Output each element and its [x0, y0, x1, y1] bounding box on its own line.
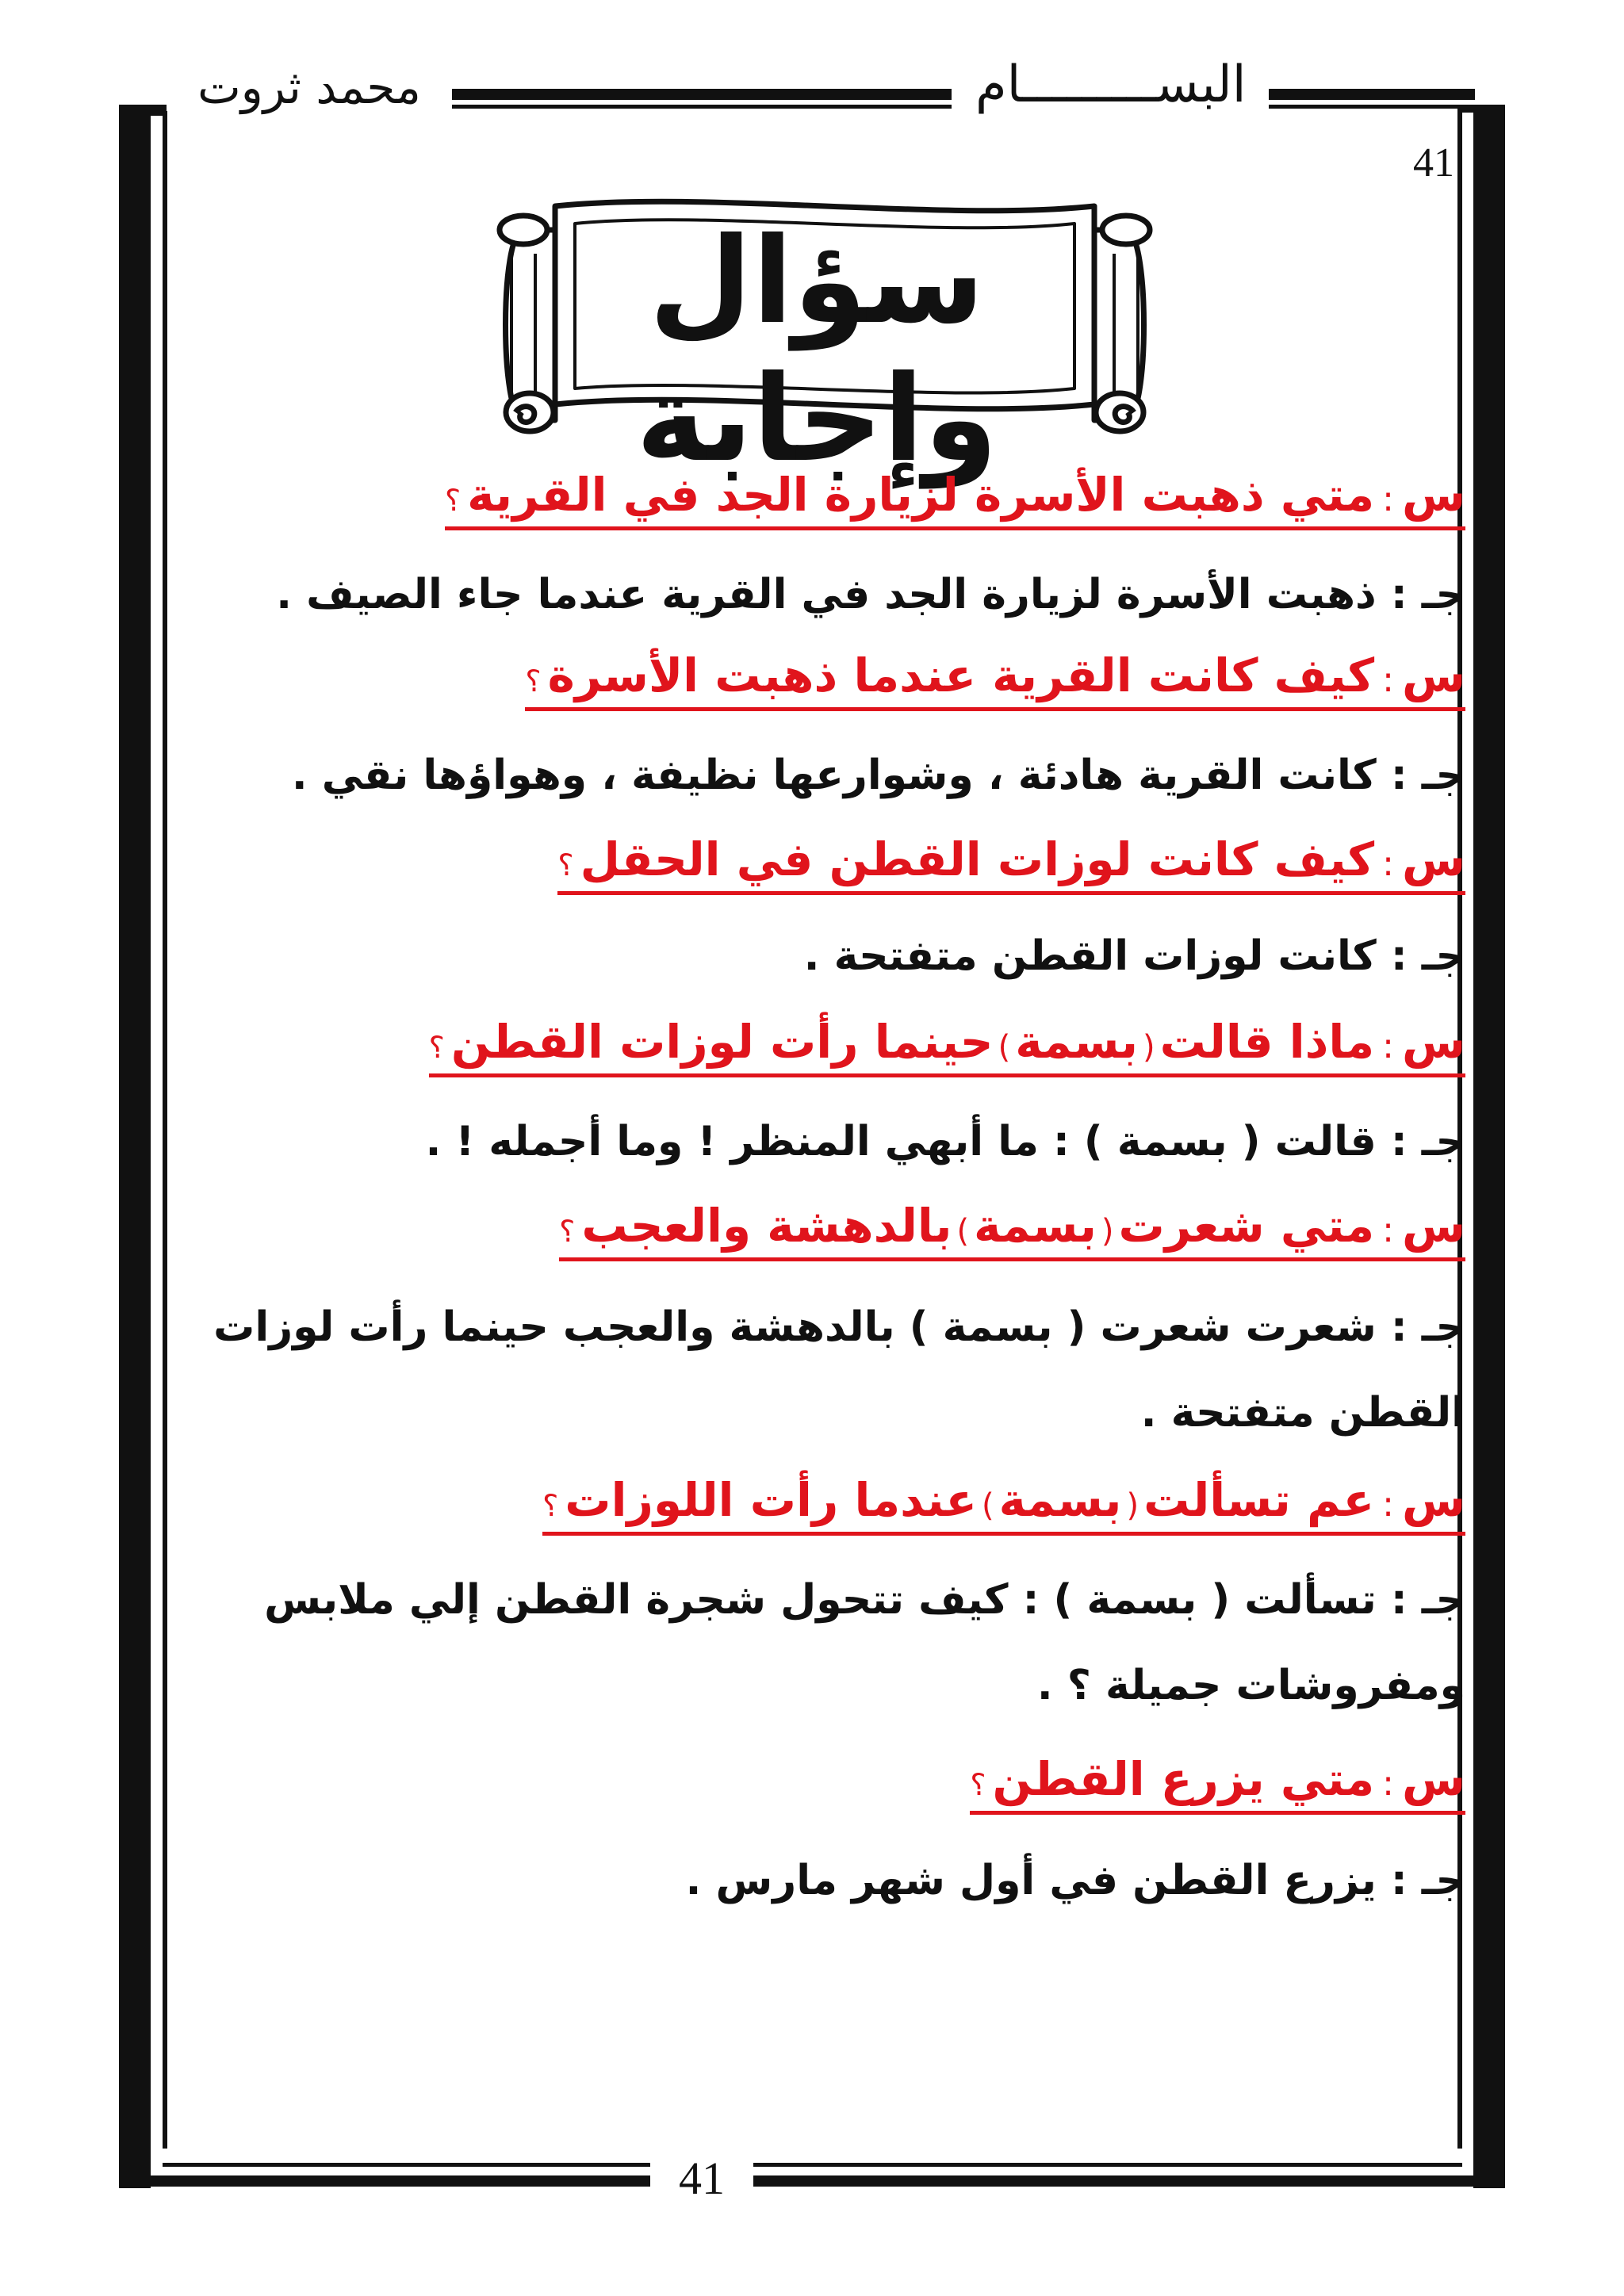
question-4 [429, 1015, 1465, 1077]
answer-1: جـ : ذهبت الأسرة لزيارة الجد في القرية عندما جاء الصيف . [276, 571, 1465, 618]
question-text: س:كيف كانت لوزات القطن في الحقل؟ [557, 832, 1465, 895]
page-number-top: 41 [1413, 140, 1454, 186]
header-bar-center [452, 89, 952, 100]
header-bar-right-thin [1269, 105, 1475, 109]
question-text: س:متي يزرع القطن؟ [970, 1752, 1465, 1815]
question-text: س:كيف كانت القرية عندما ذهبت الأسرة؟ [525, 649, 1465, 711]
footer-bar-left [151, 2175, 650, 2187]
question-text: س:ماذا قالت(بسمة)حينما رأت لوزات القطن؟ [429, 1015, 1465, 1077]
frame-right-thick [1473, 111, 1505, 2188]
question-1 [445, 468, 1465, 530]
header-bar-right [1269, 89, 1475, 100]
question-text: س:عم تسألت(بسمة)عندما رأت اللوزات؟ [542, 1473, 1465, 1536]
page-number-bottom: 41 [679, 2152, 725, 2204]
footer-bar-left-thin [163, 2163, 650, 2167]
answer-4: جـ : قالت ( بسمة ) : ما أبهي المنظر ! وما أجمله ! . [425, 1118, 1465, 1165]
footer-bar-right-thin [753, 2163, 1462, 2167]
frame-right-cap [1457, 105, 1505, 113]
author-name: محمد ثروت [197, 60, 421, 114]
answer-7: جـ : يزرع القطن في أول شهر مارس . [685, 1857, 1465, 1904]
header-bar-center-thin [452, 105, 952, 109]
question-5 [559, 1199, 1465, 1261]
answer-6: جـ : تسألت ( بسمة ) : كيف تتحول شجرة القطن إلي ملابس ومفروشات جميلة ؟ . [264, 1576, 1465, 1709]
answer-2: جـ : كانت القرية هادئة ، وشوارعها نظيفة ، وهواؤها نقي . [291, 752, 1465, 799]
book-title: البســـــــــام [975, 55, 1247, 114]
question-3 [557, 832, 1465, 895]
question-7 [970, 1752, 1465, 1815]
question-text: س:متي شعرت(بسمة)بالدهشة والعجب؟ [559, 1199, 1465, 1261]
footer-bar-right [753, 2175, 1505, 2187]
banner-title: سؤال وإجابة [635, 212, 998, 488]
answer-3: جـ : كانت لوزات القطن متفتحة . [803, 932, 1465, 980]
question-6 [542, 1473, 1465, 1536]
question-text: س:متي ذهبت الأسرة لزيارة الجد في القرية؟ [445, 468, 1465, 530]
answer-5: جـ : شعرت شعرت ( بسمة ) بالدهشة والعجب حينما رأت لوزات القطن متفتحة . [213, 1303, 1465, 1437]
question-2 [525, 649, 1465, 711]
